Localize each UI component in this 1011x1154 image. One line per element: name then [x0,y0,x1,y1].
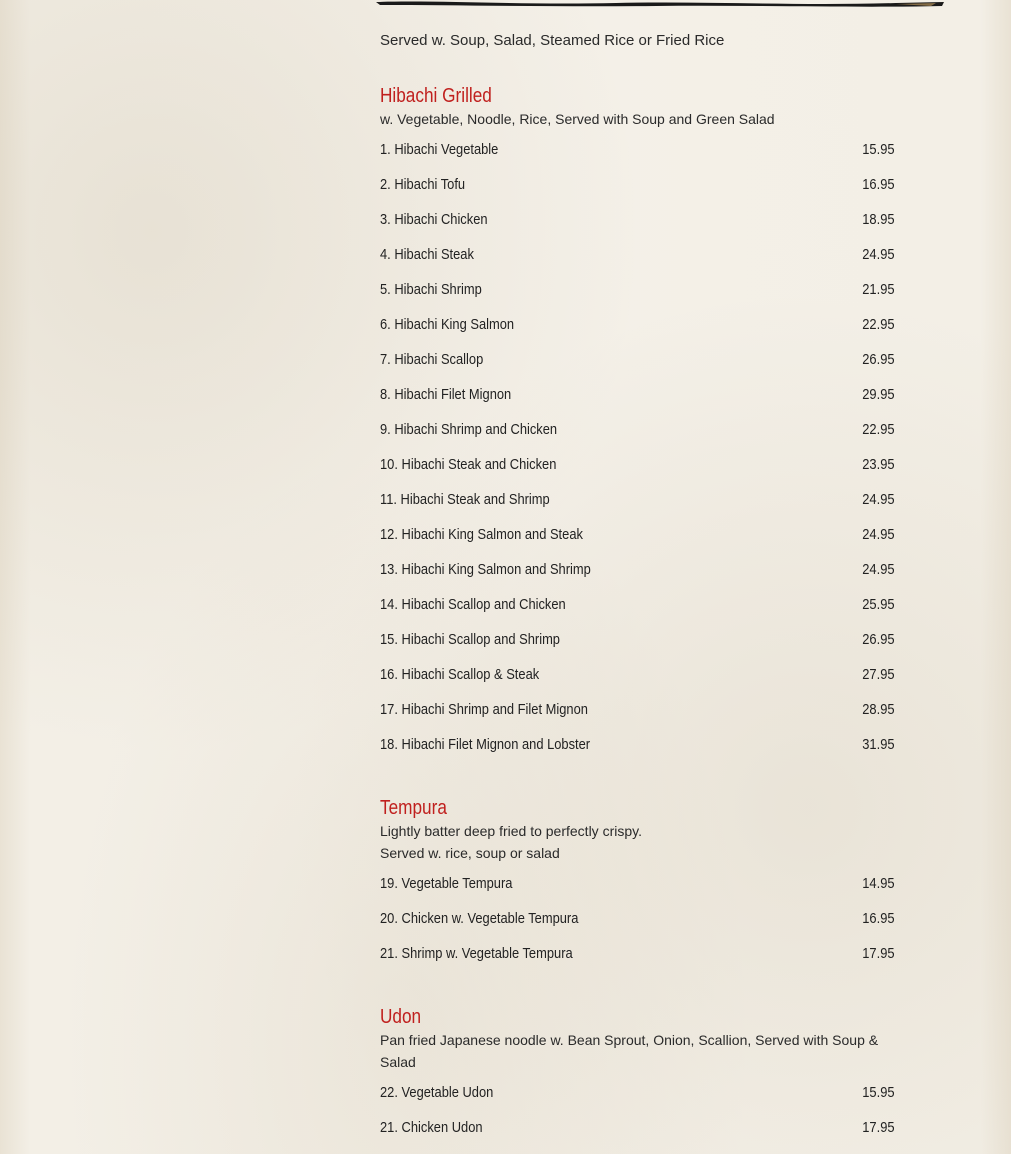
item-name: 2. Hibachi Tofu [380,176,466,193]
menu-item [380,552,895,587]
item-name: 20. Chicken w. Vegetable Tempura [380,910,579,927]
item-name: 21. Shrimp w. Vegetable Tempura [380,945,573,962]
item-name: 10. Hibachi Steak and Chicken [380,456,557,473]
item-price: 23.95 [862,456,895,473]
menu-item [380,692,895,727]
item-price: 26.95 [862,351,895,368]
menu-item-list [380,132,895,762]
item-name: 18. Hibachi Filet Mignon and Lobster [380,736,591,753]
item-price: 15.95 [862,1084,895,1101]
item-name: 16. Hibachi Scallop & Steak [380,666,540,683]
item-name: 19. Vegetable Tempura [380,875,513,892]
item-price: 29.95 [862,386,895,403]
item-name: 8. Hibachi Filet Mignon [380,386,512,403]
section-hibachi-grilled [380,84,895,762]
item-name: 14. Hibachi Scallop and Chicken [380,596,566,613]
item-price: 22.95 [862,316,895,333]
item-name: 15. Hibachi Scallop and Shrimp [380,631,560,648]
menu-item [380,1110,895,1145]
item-name: 9. Hibachi Shrimp and Chicken [380,421,558,438]
section-title: Udon [380,1006,422,1028]
menu-item-list [380,866,895,971]
item-price: 14.95 [862,875,895,892]
menu-item [380,657,895,692]
item-price: 22.95 [862,421,895,438]
item-price: 17.95 [862,1119,895,1136]
menu-intro: Served w. Soup, Salad, Steamed Rice or Fried Rice [380,32,725,49]
menu-item [380,132,895,167]
menu-item [380,517,895,552]
menu-item [380,622,895,657]
item-name: 6. Hibachi King Salmon [380,316,515,333]
section-title: Tempura [380,797,447,819]
menu-item [380,901,895,936]
item-price: 24.95 [862,561,895,578]
section-tempura [380,796,895,971]
item-price: 24.95 [862,526,895,543]
menu-item [380,412,895,447]
item-price: 24.95 [862,246,895,263]
menu-item [380,307,895,342]
item-price: 24.95 [862,491,895,508]
section-description: w. Vegetable, Noodle, Rice, Served with Soup and Green Salad [380,111,775,127]
menu-item [380,377,895,412]
section-description: Pan fried Japanese noodle w. Bean Sprout, Onion, Scallion, Served with Soup & Salad [380,1032,879,1070]
menu-item [380,202,895,237]
section-title: Hibachi Grilled [380,85,492,107]
section-description: Served w. rice, soup or salad [380,845,560,861]
item-name: 11. Hibachi Steak and Shrimp [380,491,550,508]
menu-item [380,587,895,622]
item-name: 3. Hibachi Chicken [380,211,488,228]
menu-item [380,342,895,377]
item-name: 1. Hibachi Vegetable [380,141,499,158]
menu-item-list [380,1075,895,1145]
item-price: 15.95 [862,141,895,158]
menu-item [380,1075,895,1110]
item-name: 7. Hibachi Scallop [380,351,484,368]
menu-item [380,167,895,202]
item-price: 18.95 [862,211,895,228]
section-udon [380,1005,895,1145]
item-price: 28.95 [862,701,895,718]
menu-item [380,727,895,762]
item-price: 27.95 [862,666,895,683]
item-price: 31.95 [862,736,895,753]
item-price: 16.95 [862,176,895,193]
item-name: 22. Vegetable Udon [380,1084,494,1101]
item-name: 13. Hibachi King Salmon and Shrimp [380,561,591,578]
menu-item [380,272,895,307]
item-price: 25.95 [862,596,895,613]
section-description: Lightly batter deep fried to perfectly crispy. [380,823,642,839]
item-name: 4. Hibachi Steak [380,246,474,263]
menu-item [380,482,895,517]
item-name: 21. Chicken Udon [380,1119,483,1136]
item-price: 16.95 [862,910,895,927]
menu-item [380,237,895,272]
item-name: 5. Hibachi Shrimp [380,281,482,298]
item-price: 26.95 [862,631,895,648]
menu-item [380,866,895,901]
item-name: 17. Hibachi Shrimp and Filet Mignon [380,701,588,718]
item-price: 21.95 [862,281,895,298]
item-price: 17.95 [862,945,895,962]
brush-stroke-divider [376,0,946,8]
menu-item [380,936,895,971]
menu-item [380,447,895,482]
item-name: 12. Hibachi King Salmon and Steak [380,526,583,543]
